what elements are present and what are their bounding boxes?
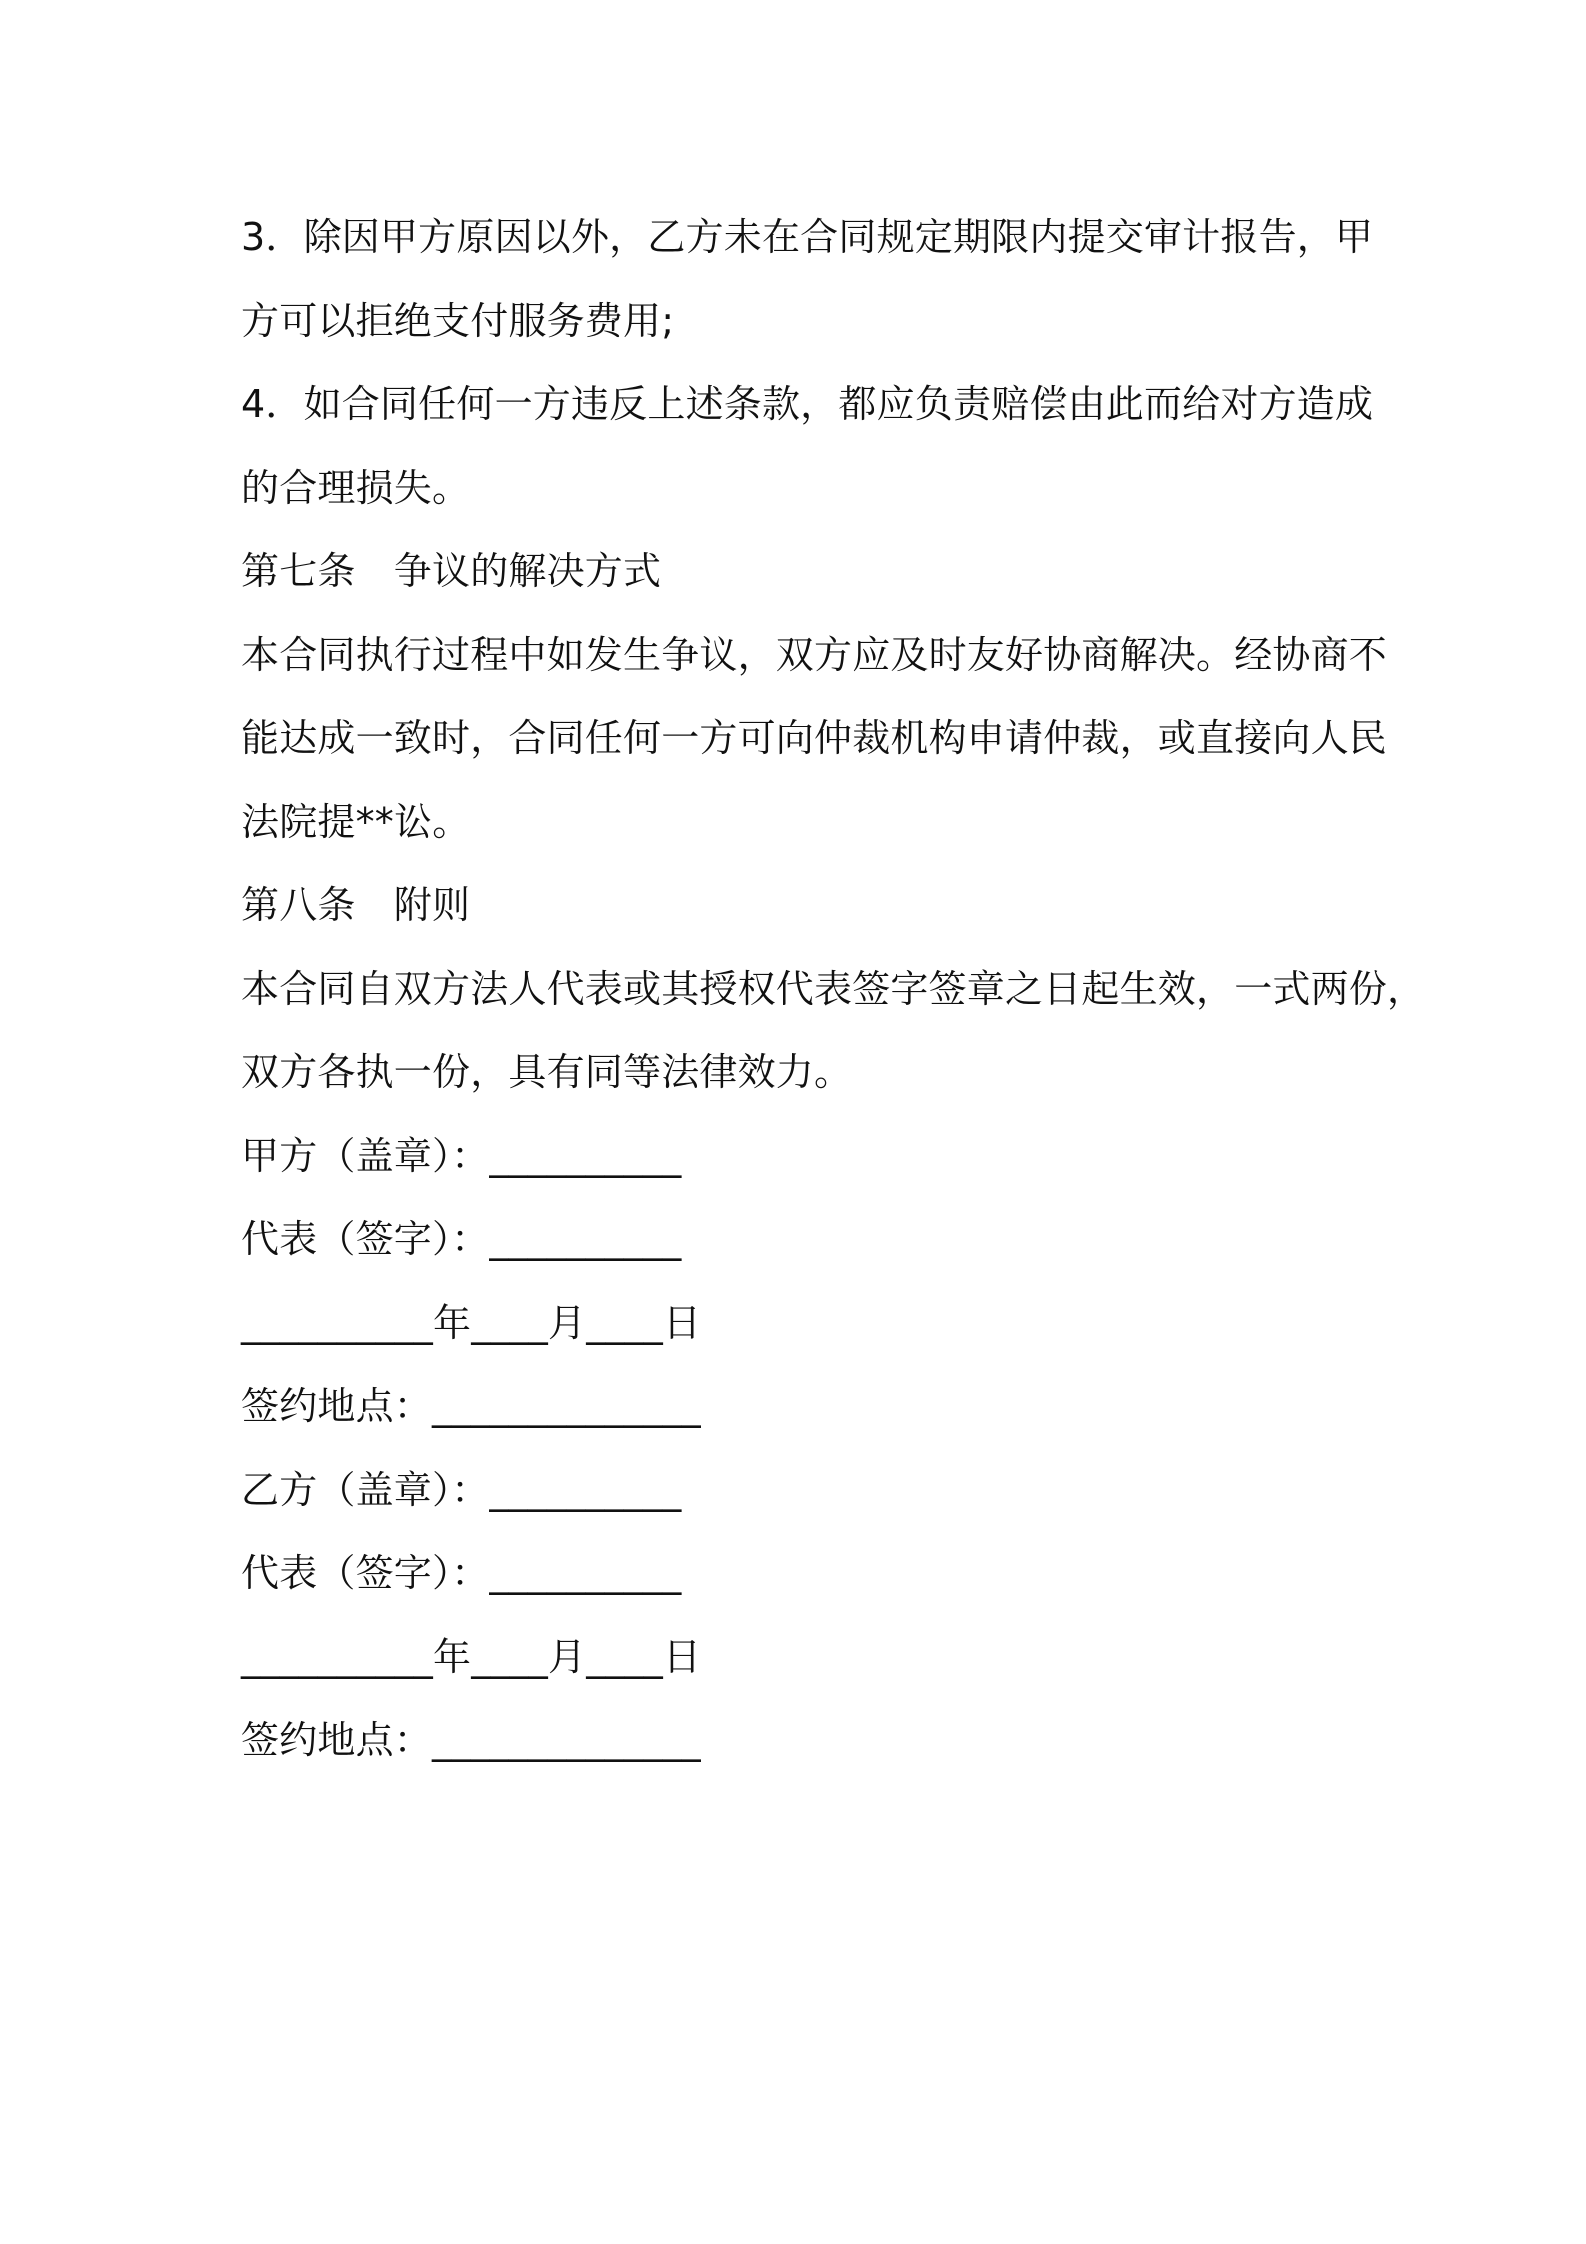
party-a-location-field: 签约地点：______________: [241, 1384, 701, 1428]
party-b-seal-field: 乙方（盖章）：__________: [241, 1467, 682, 1512]
document-body: [241, 196, 1426, 1783]
article-8-line-1: 本合同自双方法人代表或其授权代表签字签章之日起生效，一式两份，: [241, 966, 1426, 1011]
article-8-line-2: 双方各执一份，具有同等法律效力。: [241, 1050, 853, 1094]
party-a-date-field: __________年____月____日: [241, 1300, 702, 1345]
party-b-representative-field: 代表（签字）：__________: [241, 1551, 682, 1595]
clause-4-line-1: 4．如合同任何一方违反上述条款，都应负责赔偿由此而给对方造成: [241, 382, 1374, 426]
party-b-location-field: 签约地点：______________: [241, 1718, 701, 1762]
article-8-heading: 第八条 附则: [241, 883, 471, 927]
party-a-seal-field: 甲方（盖章）：__________: [241, 1133, 682, 1178]
article-7-line-2: 能达成一致时，合同任何一方可向仲裁机构申请仲裁，或直接向人民: [241, 716, 1388, 760]
clause-3-line-2: 方可以拒绝支付服务费用;: [241, 298, 675, 343]
article-7-heading: 第七条 争议的解决方式: [241, 549, 662, 593]
clause-3-line-1: 3．除因甲方原因以外，乙方未在合同规定期限内提交审计报告，甲: [241, 215, 1374, 259]
article-7-line-3: 法院提**讼。: [241, 799, 471, 844]
clause-4-line-2: 的合理损失。: [241, 465, 471, 510]
party-a-representative-field: 代表（签字）：__________: [241, 1217, 682, 1261]
party-b-date-field: __________年____月____日: [241, 1634, 702, 1679]
article-7-line-1: 本合同执行过程中如发生争议，双方应及时友好协商解决。经协商不: [241, 632, 1388, 677]
